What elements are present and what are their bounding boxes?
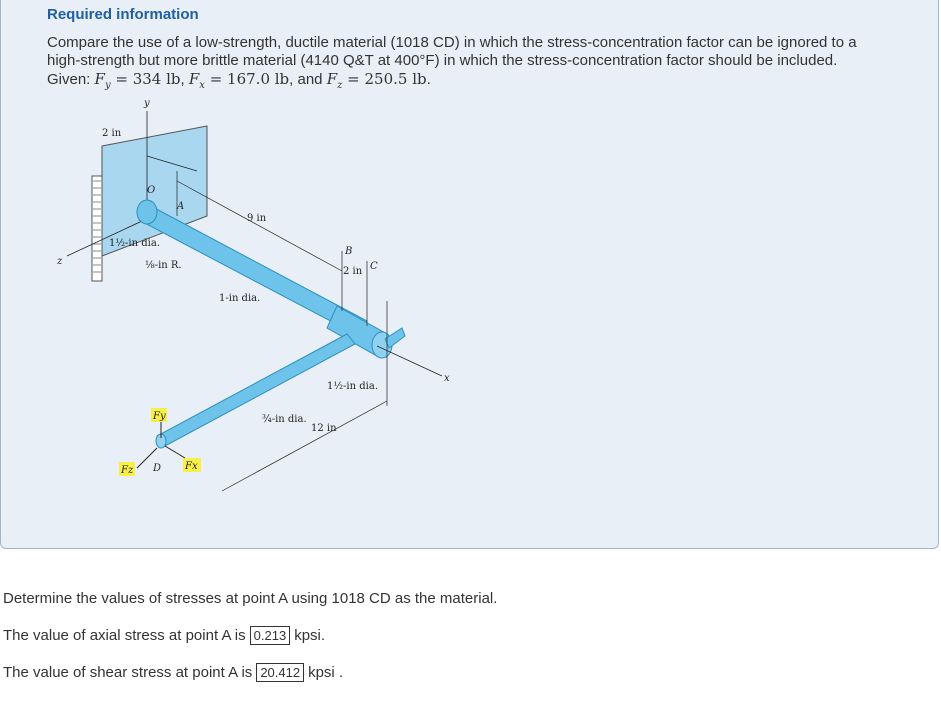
three-quarter-dia-label: ¾-in dia.	[262, 414, 307, 425]
nine-in-dim-line	[177, 181, 342, 271]
point-d-label: D	[153, 463, 162, 474]
two-in-right-label: 2 in	[343, 266, 363, 277]
and-word: , and	[289, 71, 323, 88]
point-c-label: C	[370, 261, 378, 272]
shear-stress-answer	[3, 663, 343, 682]
point-b-label: B	[345, 246, 353, 257]
y-axis-label: y	[144, 98, 150, 109]
point-a-label: A	[177, 201, 185, 212]
x-axis-label: x	[444, 373, 450, 384]
fx-expression: $F_x = 167.0$ lb	[188, 70, 290, 91]
given-prefix: Given:	[47, 71, 91, 88]
shaft-figure	[47, 96, 487, 506]
axial-stress-input[interactable]: 0.213	[250, 626, 291, 645]
shaft-left-end	[137, 200, 157, 224]
fx-label: Fx	[185, 461, 198, 472]
eighth-r-label: ⅛-in R.	[145, 260, 182, 271]
fy-value: 334 lb	[132, 70, 181, 88]
one-in-dia-label: 1-in dia.	[219, 293, 261, 304]
info-line-2: high-strength but more brittle material (4140 Q&T at 400°F) in which the stress-concentration factor should be included.	[47, 52, 838, 69]
nine-in-label: 9 in	[247, 213, 267, 224]
axial-stress-unit: kpsi.	[294, 627, 326, 644]
one-half-dia-right-label: 1½-in dia.	[327, 381, 378, 392]
question-prompt: Determine the values of stresses at point A using 1018 CD as the material.	[3, 590, 498, 607]
axial-stress-answer	[3, 626, 325, 645]
fz-label: Fz	[121, 465, 134, 476]
axial-stress-prefix: The value of axial stress at point A is	[3, 627, 246, 644]
twelve-in-label: 12 in	[311, 423, 337, 434]
info-line-1: Compare the use of a low-strength, ductile material (1018 CD) in which the stress-concentration factor can be ignored to a	[47, 34, 857, 51]
fx-value: 167.0 lb	[227, 70, 290, 88]
point-o-label: O	[147, 185, 156, 196]
fy-expression: $F_y = 334$ lb	[94, 70, 181, 91]
fz-expression: $F_z = 250.5$ lb	[326, 70, 427, 91]
two-in-top-label: 2 in	[102, 128, 122, 139]
z-axis-label: z	[57, 256, 63, 267]
shear-stress-input[interactable]: 20.412	[256, 663, 304, 682]
shear-stress-unit: kpsi .	[308, 664, 344, 681]
fy-label: Fy	[153, 411, 166, 422]
fx-arrow	[165, 446, 185, 458]
info-title: Required information	[47, 6, 199, 23]
given-line: Given: $F_y = 334$ lb, $F_x = 167.0$ lb, and $F_z = 250.5$ lb.	[47, 70, 431, 91]
shaft-stub	[385, 328, 405, 348]
info-text	[47, 34, 907, 95]
shaft-diagram	[47, 96, 487, 506]
one-half-dia-left-label: 1½-in dia.	[109, 238, 160, 249]
shear-stress-prefix: The value of shear stress at point A is	[3, 664, 253, 681]
fz-value: 250.5 lb	[364, 70, 427, 88]
